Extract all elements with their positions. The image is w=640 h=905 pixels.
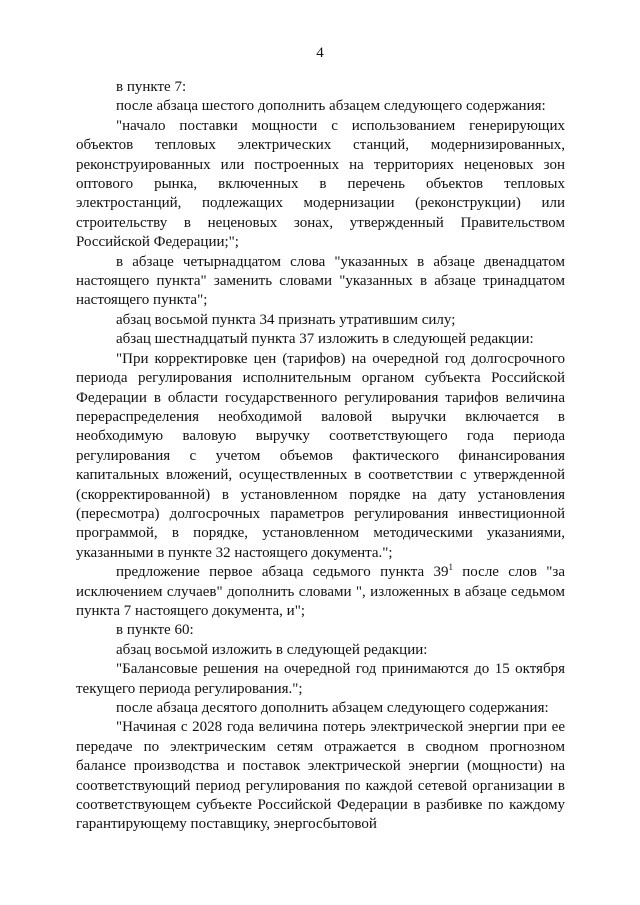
paragraph: "начало поставки мощности с использованием генерирующих объектов тепловых электрических станций, модернизированных, реконструированных или построенных на территориях неценовых зон оптового рынка, включенных в перечень объектов тепловых электростанций, подлежащих модернизации (реконструкции) или строительству в неценовых зонах, утвержденный Правительством Российской Федерации;"; (76, 117, 565, 251)
paragraph-text: после слов "за исключением случаев" дополнить словами ", изложенных в абзаце седьмом пункта 7 настоящего документа, и"; (76, 564, 566, 619)
paragraph: в пункте 60: (116, 622, 194, 639)
paragraph-text: предложение первое абзаца седьмого пункта 39 (116, 564, 449, 581)
paragraph: в пункте 7: (116, 79, 187, 95)
paragraph: после абзаца шестого дополнить абзацем следующего содержания: (116, 98, 546, 115)
paragraph: "Начиная с 2028 года величина потерь электрической энергии при ее передаче по электрическим сетям отражается в сводном прогнозном балансе производства и поставок электрической энергии (мощности) на соответствующий период регулирования по каждой сетевой организации в соответствующем субъекте Российской Федерации в разбивке по каждому гарантирующему поставщику, энергосбытовой (76, 719, 565, 833)
page-number: 4 (316, 45, 324, 61)
document-body (76, 78, 565, 835)
paragraph: абзац шестнадцатый пункта 37 изложить в следующей редакции: (116, 331, 534, 348)
paragraph: абзац восьмой изложить в следующей редакции: (116, 641, 428, 658)
paragraph: "Балансовые решения на очередной год принимаются до 15 октября текущего периода регулирования."; (76, 661, 565, 697)
paragraph: в абзаце четырнадцатом слова "указанных в абзаце двенадцатом настоящего пункта" заменить словами "указанных в абзаце тринадцатом настоящего пункта"; (76, 253, 565, 309)
paragraph: абзац восьмой пункта 34 признать утратившим силу; (116, 311, 456, 328)
superscript: 1 (448, 562, 453, 573)
paragraph: после абзаца десятого дополнить абзацем следующего содержания: (116, 700, 549, 716)
paragraph (76, 563, 565, 621)
paragraph: "При корректировке цен (тарифов) на очередной год долгосрочного периода регулирования исполнительным органом субъекта Российской Федерации в области государственного регулирования тарифов величина перераспределения необходимой валовой выручки включается в необходимую валовую выручку соответствующего года периода регулирования с учетом объемов фактического финансирования капитальных вложений, осуществленных в соответствии с утвержденной (скорректированной) в установленном порядке на дату установления (пересмотра) долгосрочных параметров регулирования инвестиционной программой, в порядке, установленном методическими указаниями, указанными в пункте 32 настоящего документа."; (76, 350, 565, 561)
